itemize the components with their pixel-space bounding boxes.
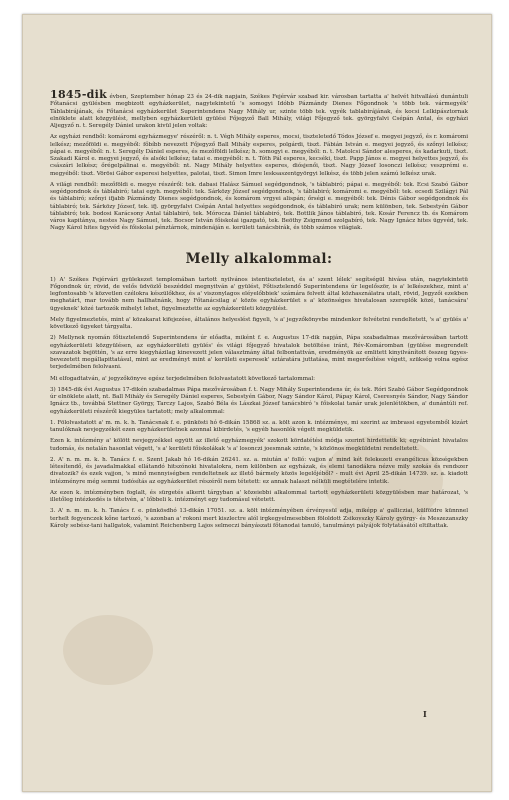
- item-2b: Mi elfogadtatván, a' jegyzőkönyve egész terjedelmében felolvastatott következő tartalommal:: [50, 375, 316, 382]
- item-3-2: 2. A' n. m. m. k. h. Tanács f. e. Szent Jakab hó 16-dikán 26241. sz. a. miután a' folló: vajjon a' mind két felekezeti evangélicus községekben létesítendő, és javadalmakkal ellátandó hitszónoki hivatalokra, nem különben az egyházak, és elemi tanodákra nézve mily szokás és rendszer divatozik? és ezek vajjon, 's minő mennyiségben rendeltetnek az illető bármely közös legelőjéből? ‑ mult évi April 25-dikán 14739. sz. a. kiadott intézményre még semmi tudósítás az egyházkerület részéről nem tétetett: ez annak halaszt nélküli megtételére intetik.: [50, 456, 468, 485]
- item-3-3: 3. A' n. m. m. k. h. Tanács f. e. pünkösdhó 13-dikán 17051. sz. a. költ intézményében érvényesül adja, miképp a' gallicziai, külföldre künnnel terhelt fegyenczek kőne tartozó, 's azonban a' rokoni mert kiszlectre alól irgkegyelmesebben föloldott Zsikovszky Károly györgy- és Meszezanszky Károly sebész-tani hallgatok, valamint Reichenberg Lajos selmeczi bányászati főtanodai tanuló, tanulmányi pályájok folytatásától eltiltattak.: [50, 508, 468, 529]
- item-3-2-note: Az ezen k. intézményben foglalt, és sürgetés alkerit tárgyban a' közeiebbi alkalommal tartott egyházkerületi közgyülésben mar határozat, 's illetőleg intézkedés is tétetvén, a' lőbbeli k. intézményt egy tudomásul vétetett.: [50, 489, 468, 503]
- intro-paragraph: [50, 88, 468, 130]
- ecclesiastical-members: Az egyházi rendből: komáromi egyházmegye' részéről: n. t. Végh Mihály esperes, mocsi, tiszteletedő Tódos József e. megyei jegyző, és r. komáromi lelkész; mezőföldi e. megyéből: főbíbb nevezett Főjegyző Ball Mihály esperes, polgárdi, tiszt. Fábián István e. megyei jegyző, és szőnyi lelkész; pápai e. megyéből: n. t. Seregély Dániel esperes, és mezőföldi lelkész; h. somogyi e. megyéből: n. t. Matolcsi Sándor alesperes, és kadarkuti, tiszt. Szakadi Károl e. megyei jegyző, és alsóki lelkész; tatai e. megyéből: n. t. Tóth Pál esperes, kecséki, tiszt. Papp János e. megyei helyettes jegyző, és császári lelkész; őrégelpálinai e. megyéből: nt. Nagy Mihály helyettes esperes, diósjenői, tiszt. Nagy József losonczi lelkész; veszprémi e. megyéből: tiszt. Vörösi Gábor esperesi helyettes, palotai, tiszt. Simon Imre lesksaszentgyörgyi lelkész, és több jelen számú lelkész urak.: [50, 134, 468, 177]
- item-1: 1) A' Székes Fejérvári gyülekezet templomában tartott nyilvános istentiszteletet, és a' szent lélek' segítségül hivása után, nagytekintetü Főgondnok úr, rövid, de velős üdvözlő beszéddel megnyitván a' gyülést, Főtisztelendő Superintendens úr legelőször, is a' lelkészekhez, mint a' legfontosabb 's közvetlen czélokra készülőkhez, és a' viszonylagos eléyelőbbiek' számára felvett által közhasználatra utalt, rövid, Jegyzői ezekben meghatárt, mar tovább nem hallhatnánk, hogy Főtanácsilag a' közös egyházkerület s a' közönséges hivatalosan szereplők közé, tanácsára' ügyeknek' közé tartozók mihelyt lehet, figyelmeztette az egyházkerületi közgyülést.: [50, 276, 468, 312]
- item-3: 3) 1845-dik évi Augustus 17-dikén szabadalmas Pápa mezővárosában f. t. Nagy Mihály Superintendens úr, és tek. Róri Szabó Gábor Segédgondnok úr elnöklete alatt, nt. Ball Mihály és Seregély Dániel esperes, Sebestyén Gábor, Nagy Sándor Károl, Pápay Károl, Cseresnyés Sándor, Nagy Sándor Ignácz tb., továbbá Stettner György, Tarczy Lajos, Szabó Béla és Lászkai József tanácsbiró 's főiskolai tanár urak jelenlétökben, a' dunántúli ref. egyházkerületi részéről kiegyüles tartatott; mely alkalommal:: [50, 386, 468, 415]
- stain: [63, 615, 153, 685]
- section-heading: Melly alkalommal:: [185, 250, 333, 267]
- intro-text: évben, Szeptember hónap 23 és 24-dik napjain, Székes Fejérvár szabad kir. városban tartatta a' helvét hitvallású dunántuli Főtanácsi gyülésben megbizott egyházkerület, nagytekintetű 's somogyi Idóbb Pázmándy Dienes Főgondnok 's több tek. vármegyék' Táblabirájának, és Főtanácsi egyházkerület Superintendens Nagy Mihály ur, szinte több tek. vgyék tablabirájának, és kocsi Lelkipásztornak elnöklete alatt közgyülést, mellyben egyházkerületi gyülési Főjegyző Ball Mihály, világi Főjegyző tek. györgyfalvi Csépán Antal, és egyházi Aljegyző n. t. Seregély Dániel urakon kivül jelen voltak:: [50, 94, 468, 129]
- page-signature: I: [423, 709, 427, 719]
- year: 1845-dik: [50, 88, 108, 101]
- item-3-1: 1. Fölolvastatott a' m. m. k. h. Tanácsnak f. e. pünkösti hó 6-dikán 15868 sz. a. költ azon k. intézménye, mi szerint az imbrassi egyetemből kizárt tanulóknak nevjegyzékét ezen egyházkerületnek azonnal kibirdetés, 's egyéb hasonlók végett megküldetik.: [50, 419, 468, 433]
- document-page: [22, 14, 492, 792]
- secular-members: A világi rendből: mezőföldi e. megye részéről: tek. dabasi Halász Sámuel segédgondnok, 's táblabiró; pápai e. megyéből: tek. Ecsi Szabó Gábor segédgondnok és táblabiró; tatai egyh. megyéből: tek. Sárközy József segédgondnok, 's táblabiró; komáromi e. megyéből: tek. ecsedi Szilágyi Pál és táblabiró; szőnyi ifjabb Pázmándy Dienes segédgondnok, és komárom vrgyei alispán; őrségi e. megyéből: tek. Dénis Gábor segédgondnok és táblabiró; tek. Sárközy József, tek. ifj. györgyfalvi Csépán Antal helyettes segédgondnok, és táblabiró urak; nem különben, tek. Sebestyén Gábor táblabiró; tek. bodosi Karácsony Antal táblabiró, tek. Mórocza Dániel táblabiró, tek. Bottlik János táblabiró, tek. Kosár Ferencz tb. és Komárom város kapitánya, nestes Nagy Sámuel, tek. Bocsor István főiskolai igazgató, tek. Beöthy Zsigmond szolgabíró, tek. Nagy Ignácz hites ügyvéd, tek. Nagy Károl hites ügyvéd és főiskolai pénztárnok, mindenáján e. kerületi tanácsbirák, és több számos világiak.: [50, 181, 468, 232]
- document-body: [50, 88, 468, 534]
- item-2: 2) Mellynek nyomán főtisztelendő Superintendens úr előadta, miként f. e. Augustus 17-dik napján, Pápa szabadalmas mezővárosában tartott egyházkerületi közgyülésen, az egyházkerületi gyülés' és világi főjegyző hivatalok betöltése iránt, Rév-Komáromban (gyülése megrendelt szavazatok bejöttén, 's az erre kiegyházilag kinevezett jelen választmány által felbontattván, eredményök az emlitett kinyilvánított összeg ügyes-bevezetett megállapittatásul, mint az eredményt mint a' kerületi esperesek' sztáratára juttatása, mint megerősítése végett, szükség volna egész terjedelmében felolvasni.: [50, 335, 468, 371]
- item-1b: Mely figyelmeztetés, mint a' közakarat kifejezése, általános helyeslést figyeli, 's a' jegyzőkönyvbe mindenkor felvétetni rendeltetett, 's a' gyülés a' következő ügyeket tárgyalta.: [50, 316, 468, 330]
- item-3-1-note: Ezen k. intézmény a' kölött nevjegyzékkel együtt az illető egyházmegyék' szokott kördatétési módja szerint hirdettetik ki; egyébiránt hivatalos tudomás, és netalán hasonlat végett, 's a' kerületi főiskolákak 's a' losonczi joesmnak szinte, 's közlönos megküldetni rendeltetett.: [50, 438, 468, 452]
